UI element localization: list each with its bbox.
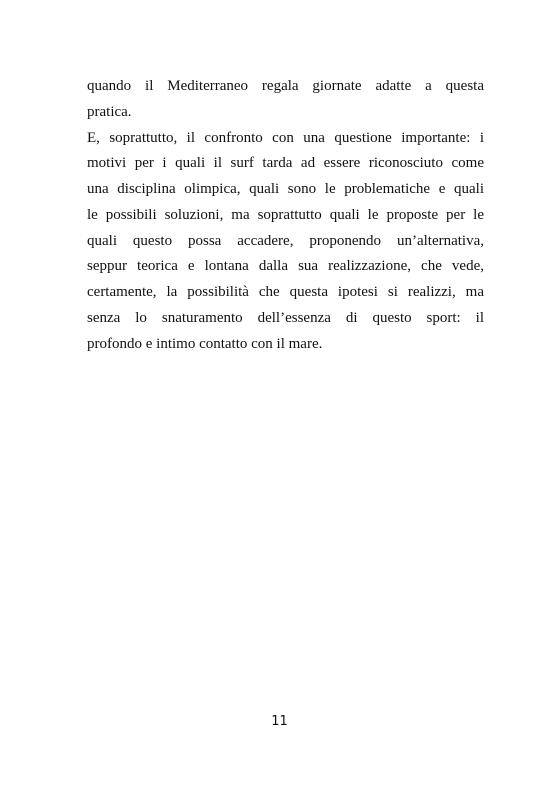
text-line: le possibili soluzioni, ma soprattutto quali le proposte per le [87,206,484,223]
page-number: 11 [271,714,288,729]
text-line: profondo e intimo contatto con il mare. [87,335,323,352]
text-line: E, soprattutto, il confronto con una questione importante: i [87,129,484,146]
text-line: certamente, la possibilità che questa ipotesi si realizzi, ma [87,284,484,300]
text-line: seppur teorica e lontana dalla sua realizzazione, che vede, [87,258,484,275]
body-text [87,74,484,357]
text-line: quando il Mediterraneo regala giornate adatte a questa [87,78,484,94]
text-line: motivi per i quali il surf tarda ad essere riconosciuto come [87,155,484,172]
text-line: senza lo snaturamento dell’essenza di questo sport: il [87,309,484,326]
text-line: pratica. [87,103,132,120]
text-line: quali questo possa accadere, proponendo un’alternativa, [87,232,484,249]
text-line: una disciplina olimpica, quali sono le problematiche e quali [87,181,484,197]
